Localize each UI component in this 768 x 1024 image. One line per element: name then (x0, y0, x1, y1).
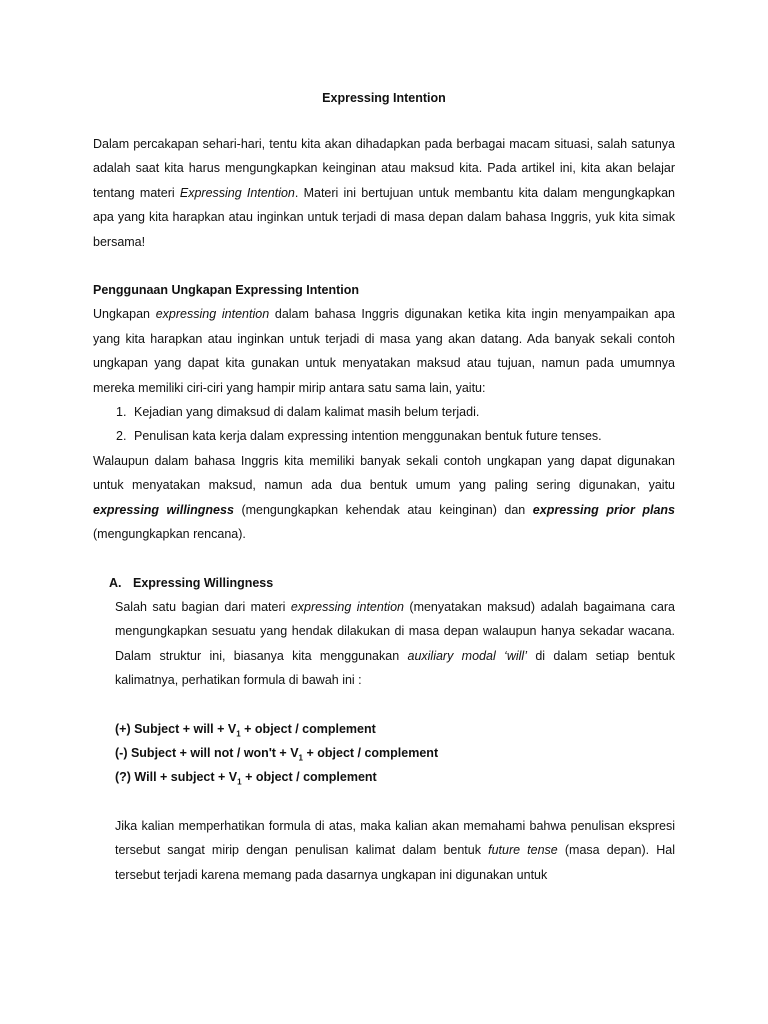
intro-paragraph (93, 132, 675, 254)
formula-negative-subscript: 1 (298, 753, 303, 763)
list-item-number: 1. (116, 405, 127, 420)
list-item-number: 2. (116, 429, 127, 444)
list-item (93, 424, 675, 448)
formula-negative-post: + object / complement (303, 745, 439, 760)
formula-positive-subscript: 1 (236, 729, 241, 739)
section-expressing-willingness (93, 571, 675, 887)
subsection-title: Expressing Willingness (133, 575, 274, 590)
formula-question (115, 765, 675, 789)
formula-question-subscript: 1 (237, 777, 242, 787)
willingness-p1-text-1: Salah satu bagian dari materi (115, 599, 291, 614)
usage-p1-text-1: Ungkapan (93, 307, 156, 322)
usage-p2-text-3: (mengungkapkan rencana). (93, 527, 246, 542)
intro-emphasis-1: Expressing Intention (179, 185, 295, 200)
usage-p2-text-1: Walaupun dalam bahasa Inggris kita memiliki banyak sekali contoh ungkapan yang dapat digunakan untuk menyatakan maksud, namun ada dua bentuk umum yang paling sering digunakan, yaitu (93, 453, 675, 493)
subsection-letter: A. (109, 575, 122, 590)
usage-paragraph-1 (93, 302, 675, 400)
willingness-p1-text-2: (menyatakan maksud) adalah bagaimana cara mengungkapkan sesuatu yang hendak dilakukan di masa depan walaupun hanya sekadar wacana. Dalam struktur ini, biasanya kita menggunakan (115, 599, 676, 663)
subsection-heading (109, 571, 675, 595)
intro-text-1: Dalam percakapan sehari-hari, tentu kita akan dihadapkan pada berbagai macam situasi, salah satunya adalah saat kita harus mengungkapkan keinginan atau maksud kita. Pada artikel ini, kita akan belajar tentang materi (93, 137, 675, 200)
willingness-p1-text-3: di dalam setiap bentuk kalimatnya, perhatikan formula di bawah ini : (115, 648, 675, 688)
willingness-p2-text-2: (masa depan). Hal tersebut terjadi karena memang pada dasarnya ungkapan ini digunakan untuk (115, 843, 675, 882)
willingness-paragraph-1 (115, 595, 675, 693)
list-item-text: Penulisan kata kerja dalam expressing intention menggunakan bentuk future tenses. (134, 429, 602, 444)
usage-p1-emphasis-1: expressing intention (155, 307, 270, 322)
usage-p1-text-2: dalam bahasa Inggris digunakan ketika kita ingin menyampaikan apa yang kita harapkan atau inginkan untuk terjadi di masa yang akan datang. Ada banyak sekali contoh ungkapan yang dapat kita gunakan untuk menyatakan maksud atau tujuan, namun pada umumnya mereka memiliki ciri-ciri yang hampir mirip antara satu sama lain, yaitu: (93, 307, 675, 395)
willingness-p1-emphasis-2: auxiliary modal ‘will’ (407, 648, 527, 663)
list-item-text: Kejadian yang dimaksud di dalam kalimat masih belum terjadi. (134, 405, 480, 420)
usage-p2-emphasis-2: expressing prior plans (532, 502, 675, 517)
usage-p2-emphasis-1: expressing willingness (93, 502, 234, 517)
formula-positive-pre: (+) Subject + will + V (115, 721, 237, 736)
willingness-paragraph-2 (115, 814, 675, 887)
document-title: Expressing Intention (322, 91, 446, 105)
formula-positive (115, 717, 675, 741)
intro-text-2: . Materi ini bertujuan untuk membantu kita dalam mengungkapkan apa yang kita harapkan atau inginkan untuk terjadi di masa depan dalam bahasa Inggris, yuk kita simak bersama! (93, 185, 676, 249)
formula-negative-pre: (-) Subject + will not / won't + V (115, 745, 299, 760)
willingness-p1-emphasis-1: expressing intention (290, 599, 404, 614)
usage-p2-text-2: (mengungkapkan kehendak atau keinginan) dan (233, 502, 533, 517)
usage-paragraph-2 (93, 449, 675, 547)
list-item (93, 400, 675, 424)
formula-question-post: + object / complement (241, 770, 377, 785)
willingness-p2-text-1: Jika kalian memperhatikan formula di atas, maka kalian akan memahami bahwa penulisan ekspresi tersebut sangat mirip dengan penulisan kalimat dalam bentuk (115, 818, 675, 858)
formula-question-pre: (?) Will + subject + V (115, 770, 238, 785)
formula-positive-post: + object / complement (240, 721, 376, 736)
section-heading-usage: Penggunaan Ungkapan Expressing Intention (93, 283, 360, 298)
characteristics-list (93, 400, 675, 449)
formula-negative (115, 741, 675, 765)
willingness-p2-emphasis-1: future tense (488, 843, 558, 858)
